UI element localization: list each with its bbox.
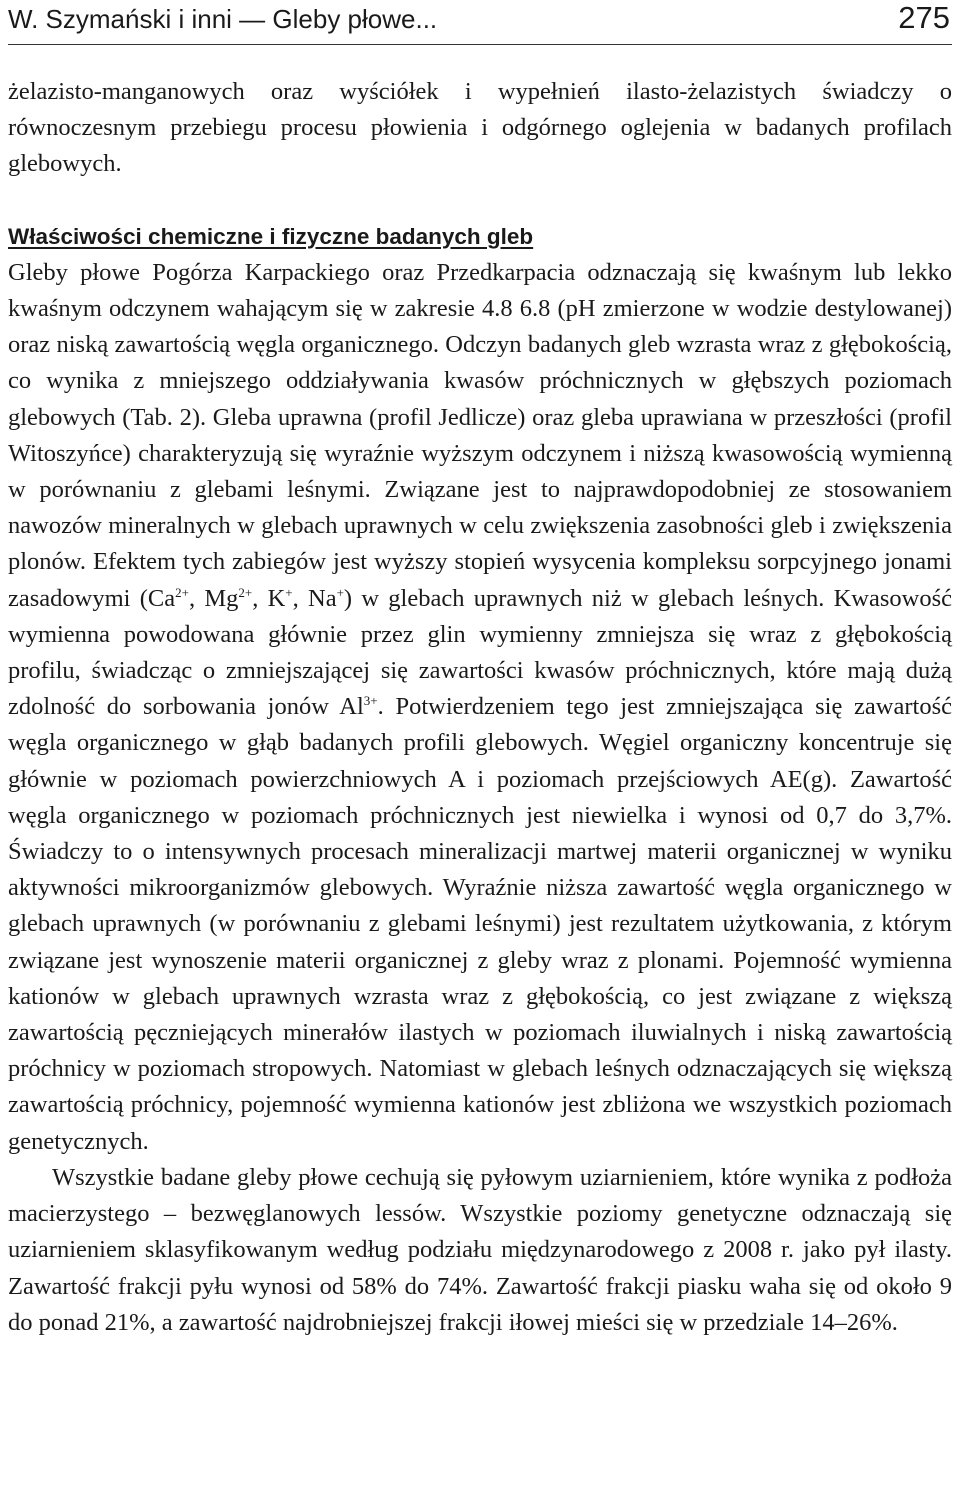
paragraph-text: , K: [252, 584, 286, 612]
paragraph-text: Gleby płowe Pogórza Karpackiego oraz Przedkarpacia odznaczają się kwaśnym lub lekko kwaśnym odczynem wahającym się w zakresie 4.8 6.8 (pH zmierzone w wodzie destylowanej) oraz niską zawartością węgla organicznego. Odczyn badanych gleb wzrasta wraz z głębokością, co wynika z mniejszego oddziaływania kwasów próchnicznych w głębszych poziomach glebowych (Tab. 2). Gleba uprawna (profil Jedlicze) oraz gleba uprawiana w przeszłości (profil Witoszyńce) charakteryzują się wyraźnie wyższym odczynem i niższą kwasowością wymienną w porównaniu z glebami leśnymi. Związane jest to najprawdopodobniej ze stosowaniem nawozów mineralnych w glebach uprawnych w celu zwiększenia zasobności gleb i zwiększenia plonów. Efektem tych zabiegów jest wyższy stopień wysycenia kompleksu sorpcyjnego jonami zasadowymi (Ca: [8, 258, 952, 612]
superscript: 2+: [175, 584, 189, 600]
page-number: 275: [898, 0, 950, 35]
chemical-properties-paragraph: [8, 255, 952, 1160]
superscript: +: [285, 584, 293, 600]
superscript: 3+: [363, 693, 378, 709]
section-heading: Właściwości chemiczne i fizyczne badanych gleb: [8, 223, 534, 249]
paragraph-text: , Na: [292, 584, 337, 612]
paragraph-text: . Potwierdzeniem tego jest zmniejszająca się zawartość węgla organicznego w głąb badanych profili glebowych. Węgiel organiczny koncentruje się głównie w poziomach powierzchniowych A i poziomach przejściowych AE(g). Zawartość węgla organicznego w poziomach próchnicznych jest niewielka i wynosi od 0,7 do 3,7%. Świadczy to o intensywnych procesach mineralizacji martwej materii organicznej w wyniku aktywności mikroorganizmów glebowych. Wyraźnie niższa zawartość węgla organicznego w glebach uprawnych (w porównaniu z glebami leśnymi) jest rezultatem użytkowania, z którym związane jest wynoszenie materii organicznej z gleby wraz z plonami. Pojemność wymienna kationów w glebach uprawnych wzrasta wraz z głębokością, co jest związane z większą zawartością pęczniejących minerałów ilastych w poziomach iluwialnych i niską zawartością próchnicy w poziomach stropowych. Natomiast w glebach leśnych odznaczających się większą zawartością próchnicy, pojemność wymienna kationów jest zbliżona we wszystkich poziomach genetycznych.: [8, 693, 952, 1155]
intro-paragraph: żelazisto-manganowych oraz wyściółek i wypełnień ilasto-żelazistych świadczy o równoczesnym przebiegu procesu płowienia i odgórnego oglejenia w badanych profilach glebowych.: [8, 78, 952, 178]
page-body: [8, 74, 952, 1341]
paragraph-text: , Mg: [188, 584, 239, 612]
running-header: [8, 0, 952, 45]
paragraph-text: ) w glebach uprawnych niż w glebach leśnych. Kwasowość wymienna powodowana głównie przez glin wymienny zmniejsza się wraz z głębokością profilu, świadcząc o zmniejszającej się zawartości kwasów próchnicznych, które mają dużą zdolność do sorbowania jonów Al: [8, 584, 952, 721]
running-title: W. Szymański i inni — Gleby płowe...: [8, 4, 438, 34]
grain-size-paragraph: Wszystkie badane gleby płowe cechują się pyłowym uziarnieniem, które wynika z podłoża macierzystego – bezwęglanowych lessów. Wszystkie poziomy genetyczne odznaczają się uziarnieniem sklasyfikowanym według podziału międzynarodowego z 2008 r. jako pył ilasty. Zawartość frakcji pyłu wynosi od 58% do 74%. Zawartość frakcji piasku waha się od około 9 do ponad 21%, a zawartość najdrobniejszej frakcji iłowej mieści się w przedziale 14–26%.: [8, 1163, 952, 1336]
superscript: 2+: [238, 584, 253, 600]
superscript: +: [336, 584, 344, 600]
